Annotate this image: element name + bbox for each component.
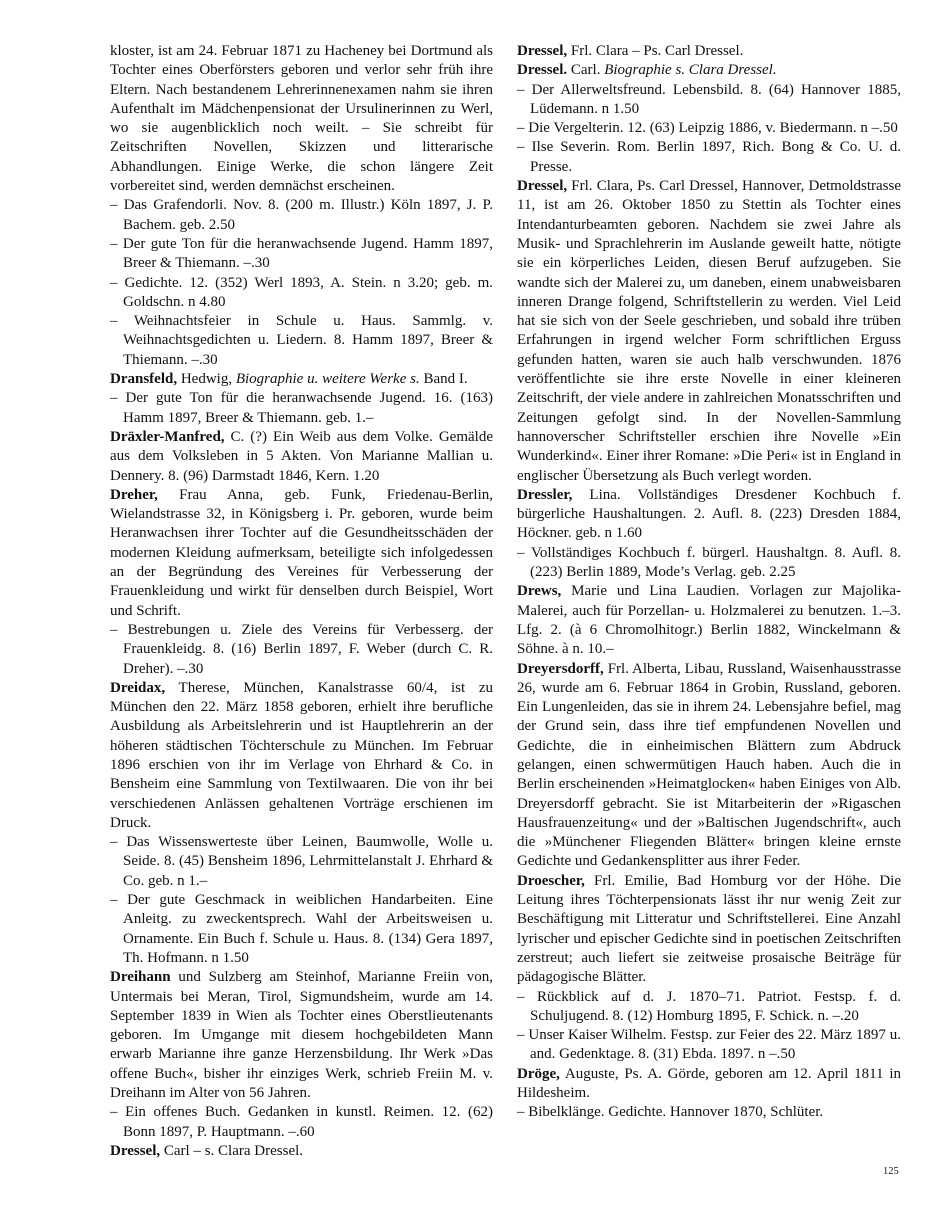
entry-dressel-clara-ref — [517, 42, 901, 61]
entry-name: Dröge, — [517, 1065, 560, 1082]
entry-name: Dressel, — [517, 43, 568, 59]
entry-droescher — [517, 872, 901, 988]
entry-text: Frl. Emilie, Bad Homburg vor der Höhe. Die Leitung ihres Töchterpensionats lässt ihr nur wenig Zeit zur Beschäftigung mit Litteratur und Schriftstellerei. Eine Anzahl lyrischer und epischer Gedichte sind in poetischen Zeitschriften zerstreut; auch liefert sie zeitweise prosaische Beiträge für pädagogische Blätter. — [517, 872, 901, 986]
page-number: 125 — [883, 1166, 899, 1177]
entry-dressler — [517, 486, 901, 544]
entry-text: Frau Anna, geb. Funk, Friedenau-Berlin, Wielandstrasse 32, in Königsberg i. Pr. geboren, wurde beim Heranwachsen ihrer Tochter auf die Gesundheitsschäden der modernen Kleidung aufmerksam, beteiligte sich infolgedessen an der Begründung des Vereines für Verbesserung der Frauenkleidung und wirkt für denselben durch Beispiel, Wort und Schrift. — [110, 486, 493, 619]
entry-text: Carl. — [567, 62, 605, 79]
entry-name: Dressel. — [517, 62, 568, 79]
work-item: – Der gute Ton für die heranwachsende Jugend. Hamm 1897, Breer & Thiemann. –.30 — [110, 235, 493, 272]
entry-dreher — [110, 486, 493, 621]
entry-dressel-carl-ref — [110, 1142, 493, 1161]
entry-name: Dreher, — [110, 486, 158, 503]
work-item: – Das Grafendorli. Nov. 8. (200 m. Illustr.) Köln 1897, J. P. Bachem. geb. 2.50 — [110, 197, 493, 233]
work-item: – Weihnachtsfeier in Schule u. Haus. Sammlg. v. Weihnachtsgedichten u. Liedern. 8. Hamm 1897, Breer & Thiemann. –.30 — [110, 313, 493, 368]
work-item: – Der gute Geschmack in weiblichen Handarbeiten. Eine Anleitg. zu zweckentsprech. Wahl der Arbeitsweisen u. Ornamente. Ein Buch f. Schule u. Haus. 8. (134) Gera 1897, Th. Hofmann. n 1.50 — [110, 892, 493, 966]
work-item: – Rückblick auf d. J. 1870–71. Patriot. Festsp. f. d. Schuljugend. 8. (12) Homburg 1895, F. Schick. n. –.20 — [517, 988, 901, 1024]
work-item: – Unser Kaiser Wilhelm. Festsp. zur Feier des 22. März 1897 u. and. Gedenktage. 8. (31) Ebda. 1897. n –.50 — [517, 1027, 901, 1063]
right-column — [517, 42, 901, 1123]
entry-name: Dressel, — [110, 1142, 161, 1159]
work-item: – Ein offenes Buch. Gedanken in kunstl. Reimen. 12. (62) Bonn 1897, P. Hauptmann. –.60 — [110, 1104, 493, 1140]
entry-text: Marie und Lina Laudien. Vorlagen zur Majolika-Malerei, auch für Porzellan- u. Holzmalerei zu benutzen. 1.–3. Lfg. 2. (à 6 Chromolhitogr.) Berlin 1882, Winckelmann & Söhne. à n. 10.– — [517, 583, 901, 658]
work-item: – Gedichte. 12. (352) Werl 1893, A. Stein. n 3.20; geb. m. Goldschn. n 4.80 — [110, 274, 493, 310]
entry-name: Dreyersdorff, — [517, 660, 604, 677]
work-item: – Bestrebungen u. Ziele des Vereins für Verbesserg. der Frauenkleidg. 8. (16) Berlin 1897, F. Weber (durch C. R. Dreher). –.30 — [110, 621, 493, 677]
work-item: – Das Wissenswerteste über Leinen, Baumwolle, Wolle u. Seide. 8. (45) Bensheim 1896, Lehrmittelanstalt J. Ehrhard & Co. geb. n 1.– — [110, 834, 493, 889]
entry-text: Frl. Alberta, Libau, Russland, Waisenhausstrasse 26, wurde am 6. Februar 1864 in Grobin, Russland, geboren. Ein Lungenleiden, das sie in ihrem 24. Lebensjahre befiel, mag der Grund sein, dass ihre tief empfundenen Novellen und Gedichte, die in einheimischen Blättern zum Abdruck gelangen, einen schwermütigen Hauch haben. Auch die in Berlin erscheinenden »Heimatglocken« haben Einiges von Alb. Dreyersdorff gebracht. Sie ist Mitarbeiterin der »Rigaschen Hausfrauenzeitung« und der »Baltischen Jugendschrift«, auch die »Münchener Fliegenden Blätter« bringen kleine ernste Gedichte und Gedankensplitter aus ihrer Feder. — [517, 660, 901, 870]
work-item: – Ilse Severin. Rom. Berlin 1897, Rich. Bong & Co. U. d. Presse. — [517, 139, 901, 175]
entry-drews — [517, 582, 901, 659]
work-item: – Vollständiges Kochbuch f. bürgerl. Haushaltgn. 8. Aufl. 8. (223) Berlin 1889, Mode’s Verlag. geb. 2.25 — [517, 544, 901, 581]
entry-draexler-manfred — [110, 428, 493, 486]
entry-italic: Biographie s. Clara Dressel. — [604, 62, 777, 79]
entry-text: C. (?) Ein Weib aus dem Volke. Gemälde aus dem Volksleben in 5 Akten. Von Marianne Mallian u. Dennery. 8. (96) Darmstadt 1846, Kern. 1.20 — [110, 428, 493, 484]
entry-name: Dransfeld, — [110, 371, 178, 388]
entry-text: Frl. Clara, Ps. Carl Dressel, Hannover, Detmoldstrasse 11, ist am 26. Oktober 1850 zu Stettin als Tochter eines Intendanturbeamten geboren. Nachdem sie zwei Jahre als Musik- und Sprachlehrerin im Auslande geweilt hatte, nötigte sie ein körperliches Leiden, diesen Beruf aufzugeben. Sie wandte sich der Malerei zu, um daneben, einem unabweisbaren inneren Drange folgend, Schriftstellerin zu werden. Viel Leid hat sie sich von der Seele geschrieben, und sobald ihre trüben Erfahrungen in irgend welcher Form schriftlichen Erguss gefunden hatten, waren sie auch halb verschwunden. 1876 veröffentlichte sie ihre erste Novelle in einer kleineren Zeitschrift, der viele andere in zahlreichen Monatsschriften und Zeitungen gefolgt sind. In der Novellen-Sammlung hannoverscher Schriftsteller erschien ihre Novelle »Ein Wunderkind«. Einer ihrer Romane: »Die Peri« ist in England in englischer Übersetzung als Buch verlegt worden. — [517, 178, 901, 484]
entry-droege — [517, 1065, 901, 1104]
work-item: – Bibelklänge. Gedichte. Hannover 1870, Schlüter. — [517, 1104, 824, 1121]
entry-text: und Sulzberg am Steinhof, Marianne Freiin von, Untermais bei Meran, Tirol, Sigmundsheim, wurde am 14. September 1839 in Wien als Tochter eines Oberstlieutenants geboren. Im Umgange mit diesem hochgebildeten Mann erwarb Marianne ihre ganze Herzensbildung. Ihr Werk »Das offene Buch«, bisher ihr einziges Werk, schrieb Freiin M. v. Dreihann im Alter von 56 Jahren. — [110, 969, 493, 1102]
entry-continuation-text: kloster, ist am 24. Februar 1871 zu Hacheney bei Dortmund als Tochter eines Oberförsters geboren und verlor sehr früh ihre Eltern. Nach bestandenem Lehrerinnenexamen nahm sie ihren Aufenthalt im Mädchenpensionat der Ursulinerinnen zu Werl, wo sie augenblicklich noch weilt. – Sie schreibt für Zeitschriften Novellen, Skizzen und litterarische Abhandlungen. Einige Werke, die schon längere Zeit vorbereitet sind, werden demnächst erscheinen. — [110, 43, 493, 195]
entry-text: Therese, München, Kanalstrasse 60/4, ist zu München den 22. März 1858 geboren, erhielt ihre berufliche Ausbildung als Arbeitslehrerin und ist Hauptlehrerin an der höheren städtischen Töchterschule zu München. Im Februar 1896 erschien von ihr im Verlage von Ehrhard & Co. in Bensheim eine Sammlung von Textilwaaren. Die von ihr bei verschiedenen Anlässen gehaltenen Vorträge erschienen im Druck. — [110, 679, 493, 831]
entry-dreidax — [110, 679, 493, 833]
entry-text: Lina. Vollständiges Dresdener Kochbuch f. bürgerliche Haushaltungen. 2. Aufl. 8. (223) Dresden 1884, Höckner. geb. n 1.60 — [517, 486, 901, 542]
entry-text: Auguste, Ps. A. Görde, geboren am 12. April 1811 in Hildesheim. — [517, 1065, 901, 1102]
entry-dreyersdorff — [517, 660, 901, 872]
entry-name: Dreihann — [110, 969, 171, 986]
entry-name: Dreidax, — [110, 679, 166, 696]
work-item: – Die Vergelterin. 12. (63) Leipzig 1886, v. Biedermann. n –.50 — [517, 120, 898, 137]
entry-name: Droescher, — [517, 872, 585, 889]
entry-text: Hedwig, — [177, 371, 236, 388]
entry-name: Drews, — [517, 583, 562, 600]
entry-text: Carl – s. Clara Dressel. — [160, 1142, 304, 1159]
entry-name: Dressler, — [517, 486, 573, 503]
entry-dressel-clara — [517, 177, 901, 486]
entry-dransfeld — [110, 370, 493, 389]
entry-dressel-carl — [517, 61, 901, 80]
work-item: – Der Allerweltsfreund. Lebensbild. 8. (64) Hannover 1885, Lüdemann. n 1.50 — [517, 81, 901, 117]
left-column — [110, 42, 493, 1161]
entry-text: Band I. — [419, 371, 468, 388]
work-item: – Der gute Ton für die heranwachsende Jugend. 16. (163) Hamm 1897, Breer & Thiemann. geb. 1.– — [110, 390, 493, 426]
entry-name: Dräxler-Manfred, — [110, 428, 225, 445]
entry-dreihann — [110, 968, 493, 1103]
entry-text: Frl. Clara – Ps. Carl Dressel. — [567, 43, 744, 59]
entry-name: Dressel, — [517, 178, 568, 195]
entry-italic: Biographie u. weitere Werke s. — [235, 371, 420, 388]
